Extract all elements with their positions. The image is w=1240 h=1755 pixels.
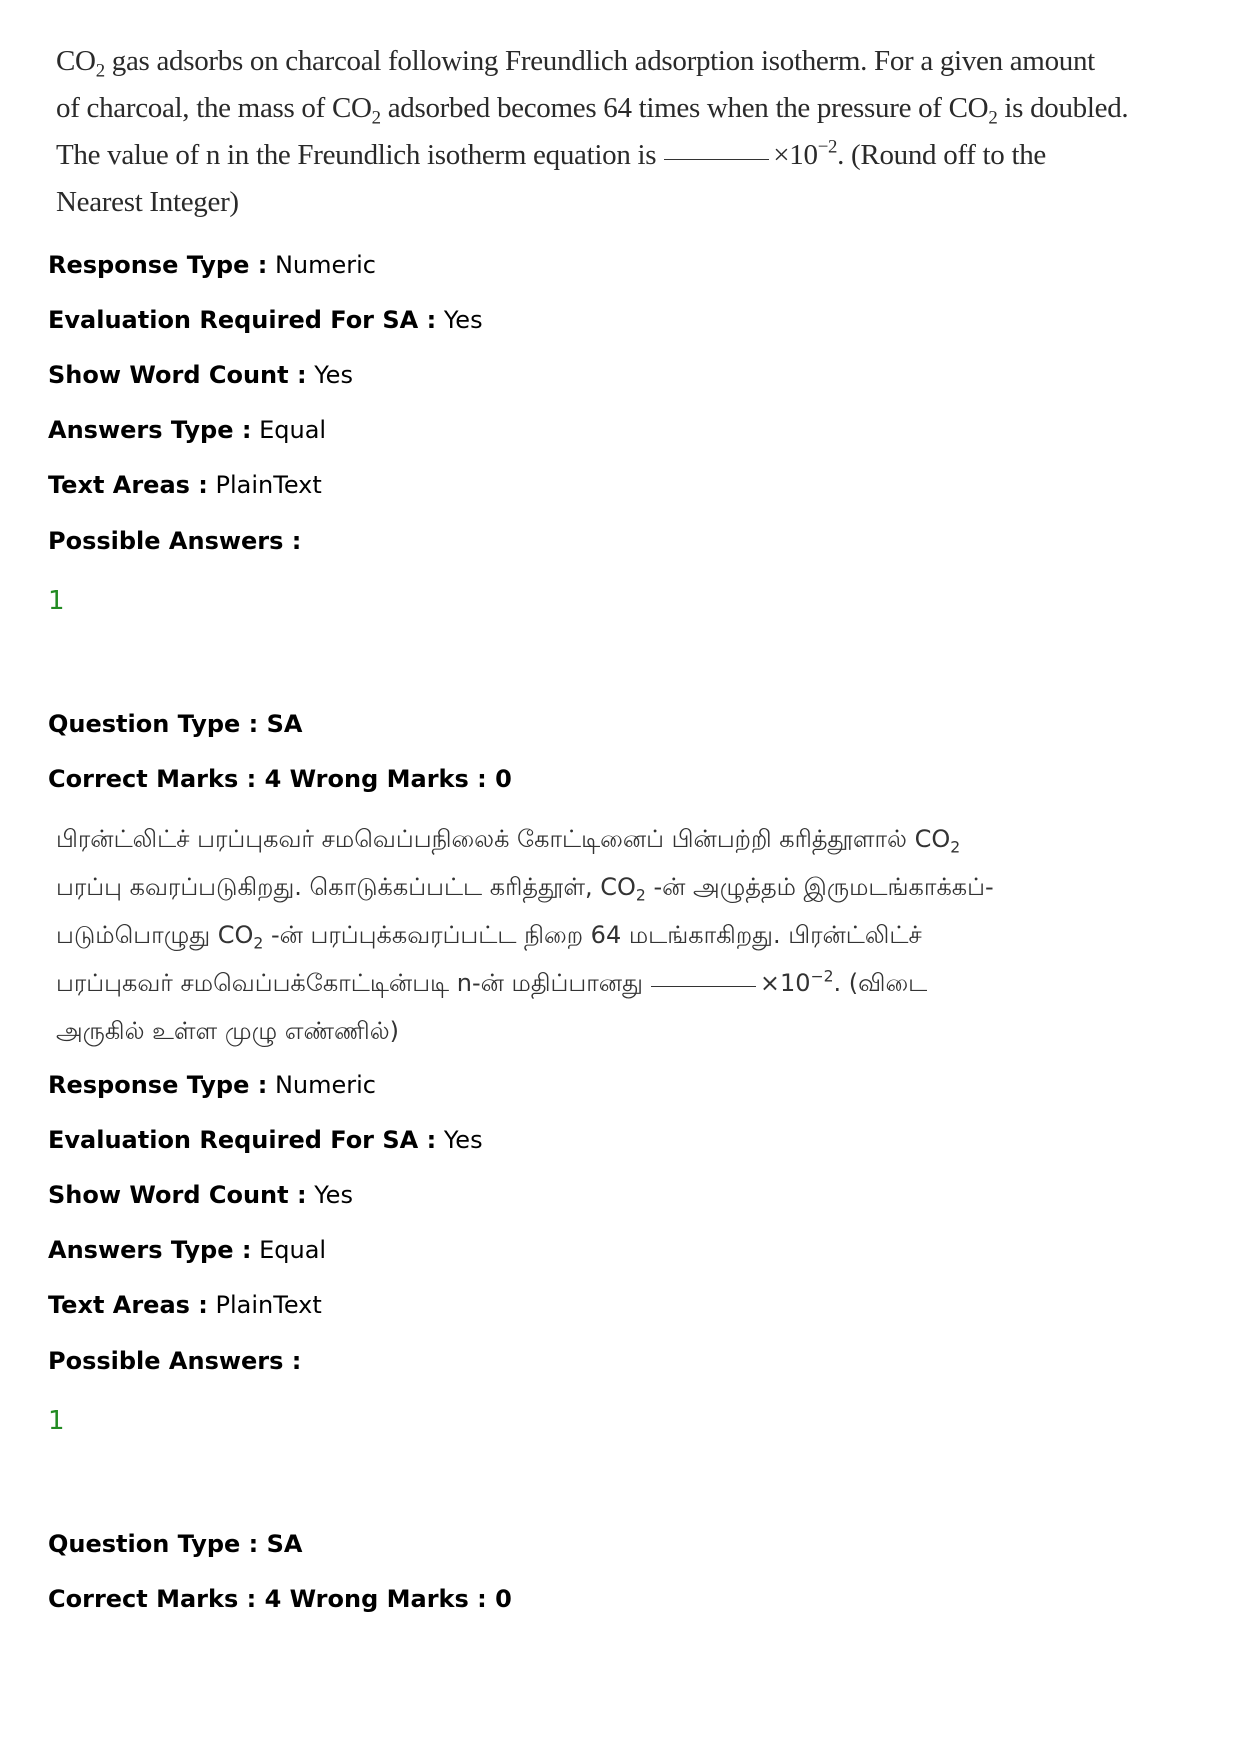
text-areas: Text Areas : PlainText: [48, 1291, 322, 1319]
response-type: Response Type : Numeric: [48, 1071, 376, 1099]
possible-answer: 1: [48, 1406, 65, 1436]
show-word-count: Show Word Count : Yes: [48, 361, 353, 389]
question-line: The value of n in the Freundlich isotherm equation is $\times 10^{-2}$. (Round off to the: [56, 136, 1046, 171]
possible-answer: 1: [48, 586, 65, 616]
evaluation-required: Evaluation Required For SA : Yes: [48, 306, 483, 334]
question-line: of charcoal, the mass of $CO_2$ adsorbed becomes 64 times when the pressure of $CO_2$ is doubled.: [56, 92, 1129, 129]
question-text-english: [56, 38, 1129, 226]
possible-answers-label: Possible Answers :: [48, 527, 302, 555]
answer-blank: [651, 985, 756, 987]
question-line: Nearest Integer): [56, 186, 239, 218]
question-type: Question Type : SA: [48, 1530, 303, 1558]
question-line: பரப்பு கவரப்படுகிறது. கொடுக்கப்பட்ட கரித்தூள், $CO_2$ -ன் அழுத்தம் இருமடங்காக்கப்-: [56, 873, 994, 905]
show-word-count: Show Word Count : Yes: [48, 1181, 353, 1209]
answer-blank: [664, 158, 769, 160]
question-line: அருகில் உள்ள முழு எண்ணில்): [56, 1017, 400, 1045]
question-line: $CO_2$ gas adsorbs on charcoal following Freundlich adsorption isotherm. For a given amount: [56, 45, 1095, 82]
question-text-tamil: [56, 815, 994, 1055]
question-type: Question Type : SA: [48, 710, 303, 738]
answers-type: Answers Type : Equal: [48, 1236, 327, 1264]
question-line: படும்பொழுது $CO_2$ -ன் பரப்புக்கவரப்பட்ட நிறை 64 மடங்காகிறது. பிரன்ட்லிட்ச்: [56, 921, 922, 953]
evaluation-required: Evaluation Required For SA : Yes: [48, 1126, 483, 1154]
possible-answers-label: Possible Answers :: [48, 1347, 302, 1375]
question-line: பரப்புகவர் சமவெப்பக்கோட்டின்படி n-ன் மதிப்பானது $\times 10^{-2}$. (விடை: [56, 967, 928, 997]
marks: Correct Marks : 4 Wrong Marks : 0: [48, 765, 512, 793]
question-line: பிரன்ட்லிட்ச் பரப்புகவர் சமவெப்பநிலைக் கோட்டினைப் பின்பற்றி கரித்தூளால் $CO_2$: [56, 825, 961, 857]
text-areas: Text Areas : PlainText: [48, 471, 322, 499]
response-type: Response Type : Numeric: [48, 251, 376, 279]
marks: Correct Marks : 4 Wrong Marks : 0: [48, 1585, 512, 1613]
answers-type: Answers Type : Equal: [48, 416, 327, 444]
